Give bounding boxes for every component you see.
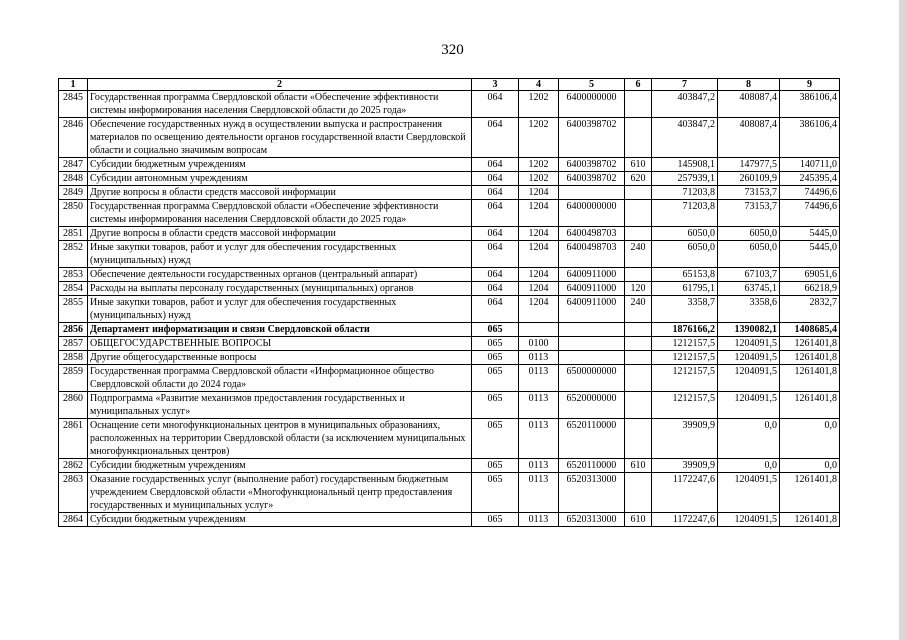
amount-col-8-cell: 67103,7 [718, 268, 780, 282]
expense-type-cell [625, 186, 652, 200]
amount-col-7-cell: 61795,1 [652, 282, 718, 296]
amount-col-8-cell: 147977,5 [718, 158, 780, 172]
expense-type-cell [625, 473, 652, 513]
amount-col-9-cell: 1261401,8 [780, 365, 840, 392]
table-row [59, 419, 840, 459]
table-row [59, 337, 840, 351]
row-number-cell: 2854 [59, 282, 88, 296]
amount-col-7-cell: 403847,2 [652, 91, 718, 118]
amount-col-7-cell: 1212157,5 [652, 365, 718, 392]
amount-col-9-cell: 69051,6 [780, 268, 840, 282]
item-name-cell: Другие вопросы в области средств массовой информации [88, 227, 472, 241]
amount-col-8-cell: 73153,7 [718, 200, 780, 227]
expense-type-cell [625, 268, 652, 282]
header-col-4: 4 [519, 79, 559, 91]
expense-type-cell: 240 [625, 296, 652, 323]
ministry-code-cell: 065 [472, 323, 519, 337]
row-number-cell: 2846 [59, 118, 88, 158]
ministry-code-cell: 064 [472, 118, 519, 158]
table-row [59, 459, 840, 473]
target-article-cell: 6400911000 [559, 268, 625, 282]
ministry-code-cell: 065 [472, 459, 519, 473]
row-number-cell: 2861 [59, 419, 88, 459]
amount-col-9-cell: 1261401,8 [780, 351, 840, 365]
amount-col-9-cell: 5445,0 [780, 227, 840, 241]
amount-col-9-cell: 66218,9 [780, 282, 840, 296]
expense-type-cell [625, 200, 652, 227]
expense-type-cell: 610 [625, 158, 652, 172]
section-code-cell: 1204 [519, 241, 559, 268]
table-row [59, 513, 840, 527]
row-number-cell: 2853 [59, 268, 88, 282]
ministry-code-cell: 065 [472, 351, 519, 365]
header-col-3: 3 [472, 79, 519, 91]
expense-type-cell: 240 [625, 241, 652, 268]
header-col-7: 7 [652, 79, 718, 91]
expense-type-cell [625, 227, 652, 241]
item-name-cell: Другие общегосударственные вопросы [88, 351, 472, 365]
row-number-cell: 2859 [59, 365, 88, 392]
amount-col-8-cell: 63745,1 [718, 282, 780, 296]
amount-col-7-cell: 1876166,2 [652, 323, 718, 337]
header-row [59, 79, 840, 91]
target-article-cell: 6520000000 [559, 392, 625, 419]
target-article-cell: 6520313000 [559, 473, 625, 513]
amount-col-9-cell: 386106,4 [780, 118, 840, 158]
section-code-cell: 0113 [519, 419, 559, 459]
table-row [59, 351, 840, 365]
row-number-cell: 2863 [59, 473, 88, 513]
amount-col-9-cell: 1261401,8 [780, 392, 840, 419]
section-code-cell: 1204 [519, 227, 559, 241]
amount-col-7-cell: 1212157,5 [652, 337, 718, 351]
ministry-code-cell: 065 [472, 392, 519, 419]
item-name-cell: ОБЩЕГОСУДАРСТВЕННЫЕ ВОПРОСЫ [88, 337, 472, 351]
amount-col-8-cell: 73153,7 [718, 186, 780, 200]
row-number-cell: 2850 [59, 200, 88, 227]
amount-col-9-cell: 1261401,8 [780, 513, 840, 527]
ministry-code-cell: 064 [472, 296, 519, 323]
ministry-code-cell: 064 [472, 91, 519, 118]
amount-col-8-cell: 3358,6 [718, 296, 780, 323]
ministry-code-cell: 065 [472, 513, 519, 527]
page-number: 320 [441, 42, 464, 58]
ministry-code-cell: 065 [472, 337, 519, 351]
expense-type-cell [625, 91, 652, 118]
amount-col-8-cell: 1204091,5 [718, 473, 780, 513]
target-article-cell [559, 337, 625, 351]
item-name-cell: Иные закупки товаров, работ и услуг для обеспечения государственных (муниципальных) нужд [88, 296, 472, 323]
section-code-cell: 1202 [519, 172, 559, 186]
ministry-code-cell: 064 [472, 241, 519, 268]
ministry-code-cell: 064 [472, 186, 519, 200]
amount-col-7-cell: 39909,9 [652, 459, 718, 473]
amount-col-9-cell: 1408685,4 [780, 323, 840, 337]
amount-col-7-cell: 403847,2 [652, 118, 718, 158]
expense-type-cell [625, 392, 652, 419]
section-code-cell: 0100 [519, 337, 559, 351]
amount-col-7-cell: 65153,8 [652, 268, 718, 282]
table-row [59, 473, 840, 513]
item-name-cell: Расходы на выплаты персоналу государственных (муниципальных) органов [88, 282, 472, 296]
row-number-cell: 2860 [59, 392, 88, 419]
row-number-cell: 2848 [59, 172, 88, 186]
row-number-cell: 2845 [59, 91, 88, 118]
expense-type-cell [625, 365, 652, 392]
table-row [59, 282, 840, 296]
ministry-code-cell: 065 [472, 419, 519, 459]
target-article-cell: 6400398702 [559, 172, 625, 186]
table-row [59, 91, 840, 118]
target-article-cell: 6520313000 [559, 513, 625, 527]
amount-col-8-cell: 1204091,5 [718, 392, 780, 419]
section-code-cell: 1202 [519, 91, 559, 118]
expense-type-cell [625, 419, 652, 459]
expense-type-cell [625, 337, 652, 351]
expense-type-cell [625, 323, 652, 337]
amount-col-9-cell: 74496,6 [780, 186, 840, 200]
ministry-code-cell: 064 [472, 282, 519, 296]
target-article-cell: 6400398702 [559, 118, 625, 158]
amount-col-8-cell: 6050,0 [718, 227, 780, 241]
table-row [59, 365, 840, 392]
expense-type-cell: 620 [625, 172, 652, 186]
row-number-cell: 2851 [59, 227, 88, 241]
header-col-5: 5 [559, 79, 625, 91]
amount-col-7-cell: 71203,8 [652, 200, 718, 227]
table-row [59, 118, 840, 158]
amount-col-8-cell: 1204091,5 [718, 365, 780, 392]
amount-col-9-cell: 0,0 [780, 419, 840, 459]
item-name-cell: Департамент информатизации и связи Свердловской области [88, 323, 472, 337]
section-code-cell: 1204 [519, 186, 559, 200]
row-number-cell: 2864 [59, 513, 88, 527]
amount-col-7-cell: 145908,1 [652, 158, 718, 172]
amount-col-9-cell: 0,0 [780, 459, 840, 473]
item-name-cell: Субсидии автономным учреждениям [88, 172, 472, 186]
amount-col-8-cell: 408087,4 [718, 118, 780, 158]
section-code-cell: 0113 [519, 392, 559, 419]
expense-type-cell: 610 [625, 459, 652, 473]
item-name-cell: Оснащение сети многофункциональных центров в муниципальных образованиях, расположенных на территории Свердловской области (за исключением муниципальных многофункциональных центров) [88, 419, 472, 459]
item-name-cell: Другие вопросы в области средств массовой информации [88, 186, 472, 200]
item-name-cell: Государственная программа Свердловской области «Информационное общество Свердловской области до 2024 года» [88, 365, 472, 392]
budget-table [58, 78, 840, 527]
table-row [59, 241, 840, 268]
table-row [59, 172, 840, 186]
section-code-cell: 0113 [519, 513, 559, 527]
amount-col-9-cell: 1261401,8 [780, 473, 840, 513]
amount-col-7-cell: 257939,1 [652, 172, 718, 186]
table-row [59, 158, 840, 172]
amount-col-7-cell: 71203,8 [652, 186, 718, 200]
section-code-cell: 1204 [519, 296, 559, 323]
section-code-cell: 0113 [519, 459, 559, 473]
amount-col-8-cell: 0,0 [718, 419, 780, 459]
table-row [59, 200, 840, 227]
header-col-9: 9 [780, 79, 840, 91]
section-code-cell: 1202 [519, 158, 559, 172]
header-col-6: 6 [625, 79, 652, 91]
amount-col-8-cell: 260109,9 [718, 172, 780, 186]
table-row [59, 296, 840, 323]
row-number-cell: 2855 [59, 296, 88, 323]
page-edge-shadow [899, 0, 905, 640]
ministry-code-cell: 065 [472, 473, 519, 513]
header-col-2: 2 [88, 79, 472, 91]
ministry-code-cell: 064 [472, 158, 519, 172]
amount-col-8-cell: 0,0 [718, 459, 780, 473]
row-number-cell: 2847 [59, 158, 88, 172]
amount-col-8-cell: 1204091,5 [718, 513, 780, 527]
row-number-cell: 2858 [59, 351, 88, 365]
amount-col-8-cell: 1204091,5 [718, 351, 780, 365]
section-code-cell: 0113 [519, 473, 559, 513]
target-article-cell: 6400498703 [559, 227, 625, 241]
amount-col-9-cell: 74496,6 [780, 200, 840, 227]
amount-col-9-cell: 140711,0 [780, 158, 840, 172]
target-article-cell [559, 351, 625, 365]
section-code-cell: 1204 [519, 282, 559, 296]
expense-type-cell: 120 [625, 282, 652, 296]
header-col-1: 1 [59, 79, 88, 91]
table-row [59, 392, 840, 419]
table-row [59, 227, 840, 241]
header-col-8: 8 [718, 79, 780, 91]
ministry-code-cell: 065 [472, 365, 519, 392]
ministry-code-cell: 064 [472, 227, 519, 241]
section-code-cell [519, 323, 559, 337]
table-row [59, 186, 840, 200]
target-article-cell [559, 186, 625, 200]
target-article-cell: 6400911000 [559, 296, 625, 323]
target-article-cell: 6400498703 [559, 241, 625, 268]
amount-col-9-cell: 1261401,8 [780, 337, 840, 351]
amount-col-7-cell: 1172247,6 [652, 513, 718, 527]
amount-col-9-cell: 5445,0 [780, 241, 840, 268]
expense-type-cell [625, 118, 652, 158]
target-article-cell: 6400911000 [559, 282, 625, 296]
item-name-cell: Обеспечение государственных нужд в осуществлении выпуска и распространения материалов по освещению деятельности органов государственной власти Свердловской области и социально значимым вопросам [88, 118, 472, 158]
amount-col-8-cell: 6050,0 [718, 241, 780, 268]
amount-col-7-cell: 6050,0 [652, 241, 718, 268]
item-name-cell: Подпрограмма «Развитие механизмов предоставления государственных и муниципальных услуг» [88, 392, 472, 419]
expense-type-cell [625, 351, 652, 365]
target-article-cell [559, 323, 625, 337]
row-number-cell: 2857 [59, 337, 88, 351]
target-article-cell: 6400000000 [559, 200, 625, 227]
target-article-cell: 6400398702 [559, 158, 625, 172]
amount-col-7-cell: 1212157,5 [652, 351, 718, 365]
row-number-cell: 2852 [59, 241, 88, 268]
table-row [59, 323, 840, 337]
amount-col-7-cell: 1212157,5 [652, 392, 718, 419]
amount-col-8-cell: 408087,4 [718, 91, 780, 118]
target-article-cell: 6400000000 [559, 91, 625, 118]
item-name-cell: Государственная программа Свердловской области «Обеспечение эффективности системы информирования населения Свердловской области до 2025 года» [88, 200, 472, 227]
ministry-code-cell: 064 [472, 268, 519, 282]
ministry-code-cell: 064 [472, 172, 519, 186]
ministry-code-cell: 064 [472, 200, 519, 227]
item-name-cell: Субсидии бюджетным учреждениям [88, 158, 472, 172]
row-number-cell: 2856 [59, 323, 88, 337]
row-number-cell: 2849 [59, 186, 88, 200]
table-body [59, 91, 840, 527]
item-name-cell: Оказание государственных услуг (выполнение работ) государственным бюджетным учреждением Свердловской области «Многофункциональный центр предоставления государственных и муниципальных услуг» [88, 473, 472, 513]
row-number-cell: 2862 [59, 459, 88, 473]
target-article-cell: 6520110000 [559, 419, 625, 459]
amount-col-9-cell: 386106,4 [780, 91, 840, 118]
item-name-cell: Государственная программа Свердловской области «Обеспечение эффективности системы информирования населения Свердловской области до 2025 года» [88, 91, 472, 118]
section-code-cell: 1204 [519, 268, 559, 282]
amount-col-7-cell: 6050,0 [652, 227, 718, 241]
amount-col-8-cell: 1204091,5 [718, 337, 780, 351]
section-code-cell: 0113 [519, 365, 559, 392]
amount-col-7-cell: 1172247,6 [652, 473, 718, 513]
amount-col-9-cell: 2832,7 [780, 296, 840, 323]
amount-col-9-cell: 245395,4 [780, 172, 840, 186]
item-name-cell: Обеспечение деятельности государственных органов (центральный аппарат) [88, 268, 472, 282]
amount-col-8-cell: 1390082,1 [718, 323, 780, 337]
target-article-cell: 6520110000 [559, 459, 625, 473]
section-code-cell: 1202 [519, 118, 559, 158]
amount-col-7-cell: 3358,7 [652, 296, 718, 323]
section-code-cell: 0113 [519, 351, 559, 365]
table-row [59, 268, 840, 282]
expense-type-cell: 610 [625, 513, 652, 527]
item-name-cell: Иные закупки товаров, работ и услуг для обеспечения государственных (муниципальных) нужд [88, 241, 472, 268]
item-name-cell: Субсидии бюджетным учреждениям [88, 513, 472, 527]
item-name-cell: Субсидии бюджетным учреждениям [88, 459, 472, 473]
section-code-cell: 1204 [519, 200, 559, 227]
amount-col-7-cell: 39909,9 [652, 419, 718, 459]
target-article-cell: 6500000000 [559, 365, 625, 392]
